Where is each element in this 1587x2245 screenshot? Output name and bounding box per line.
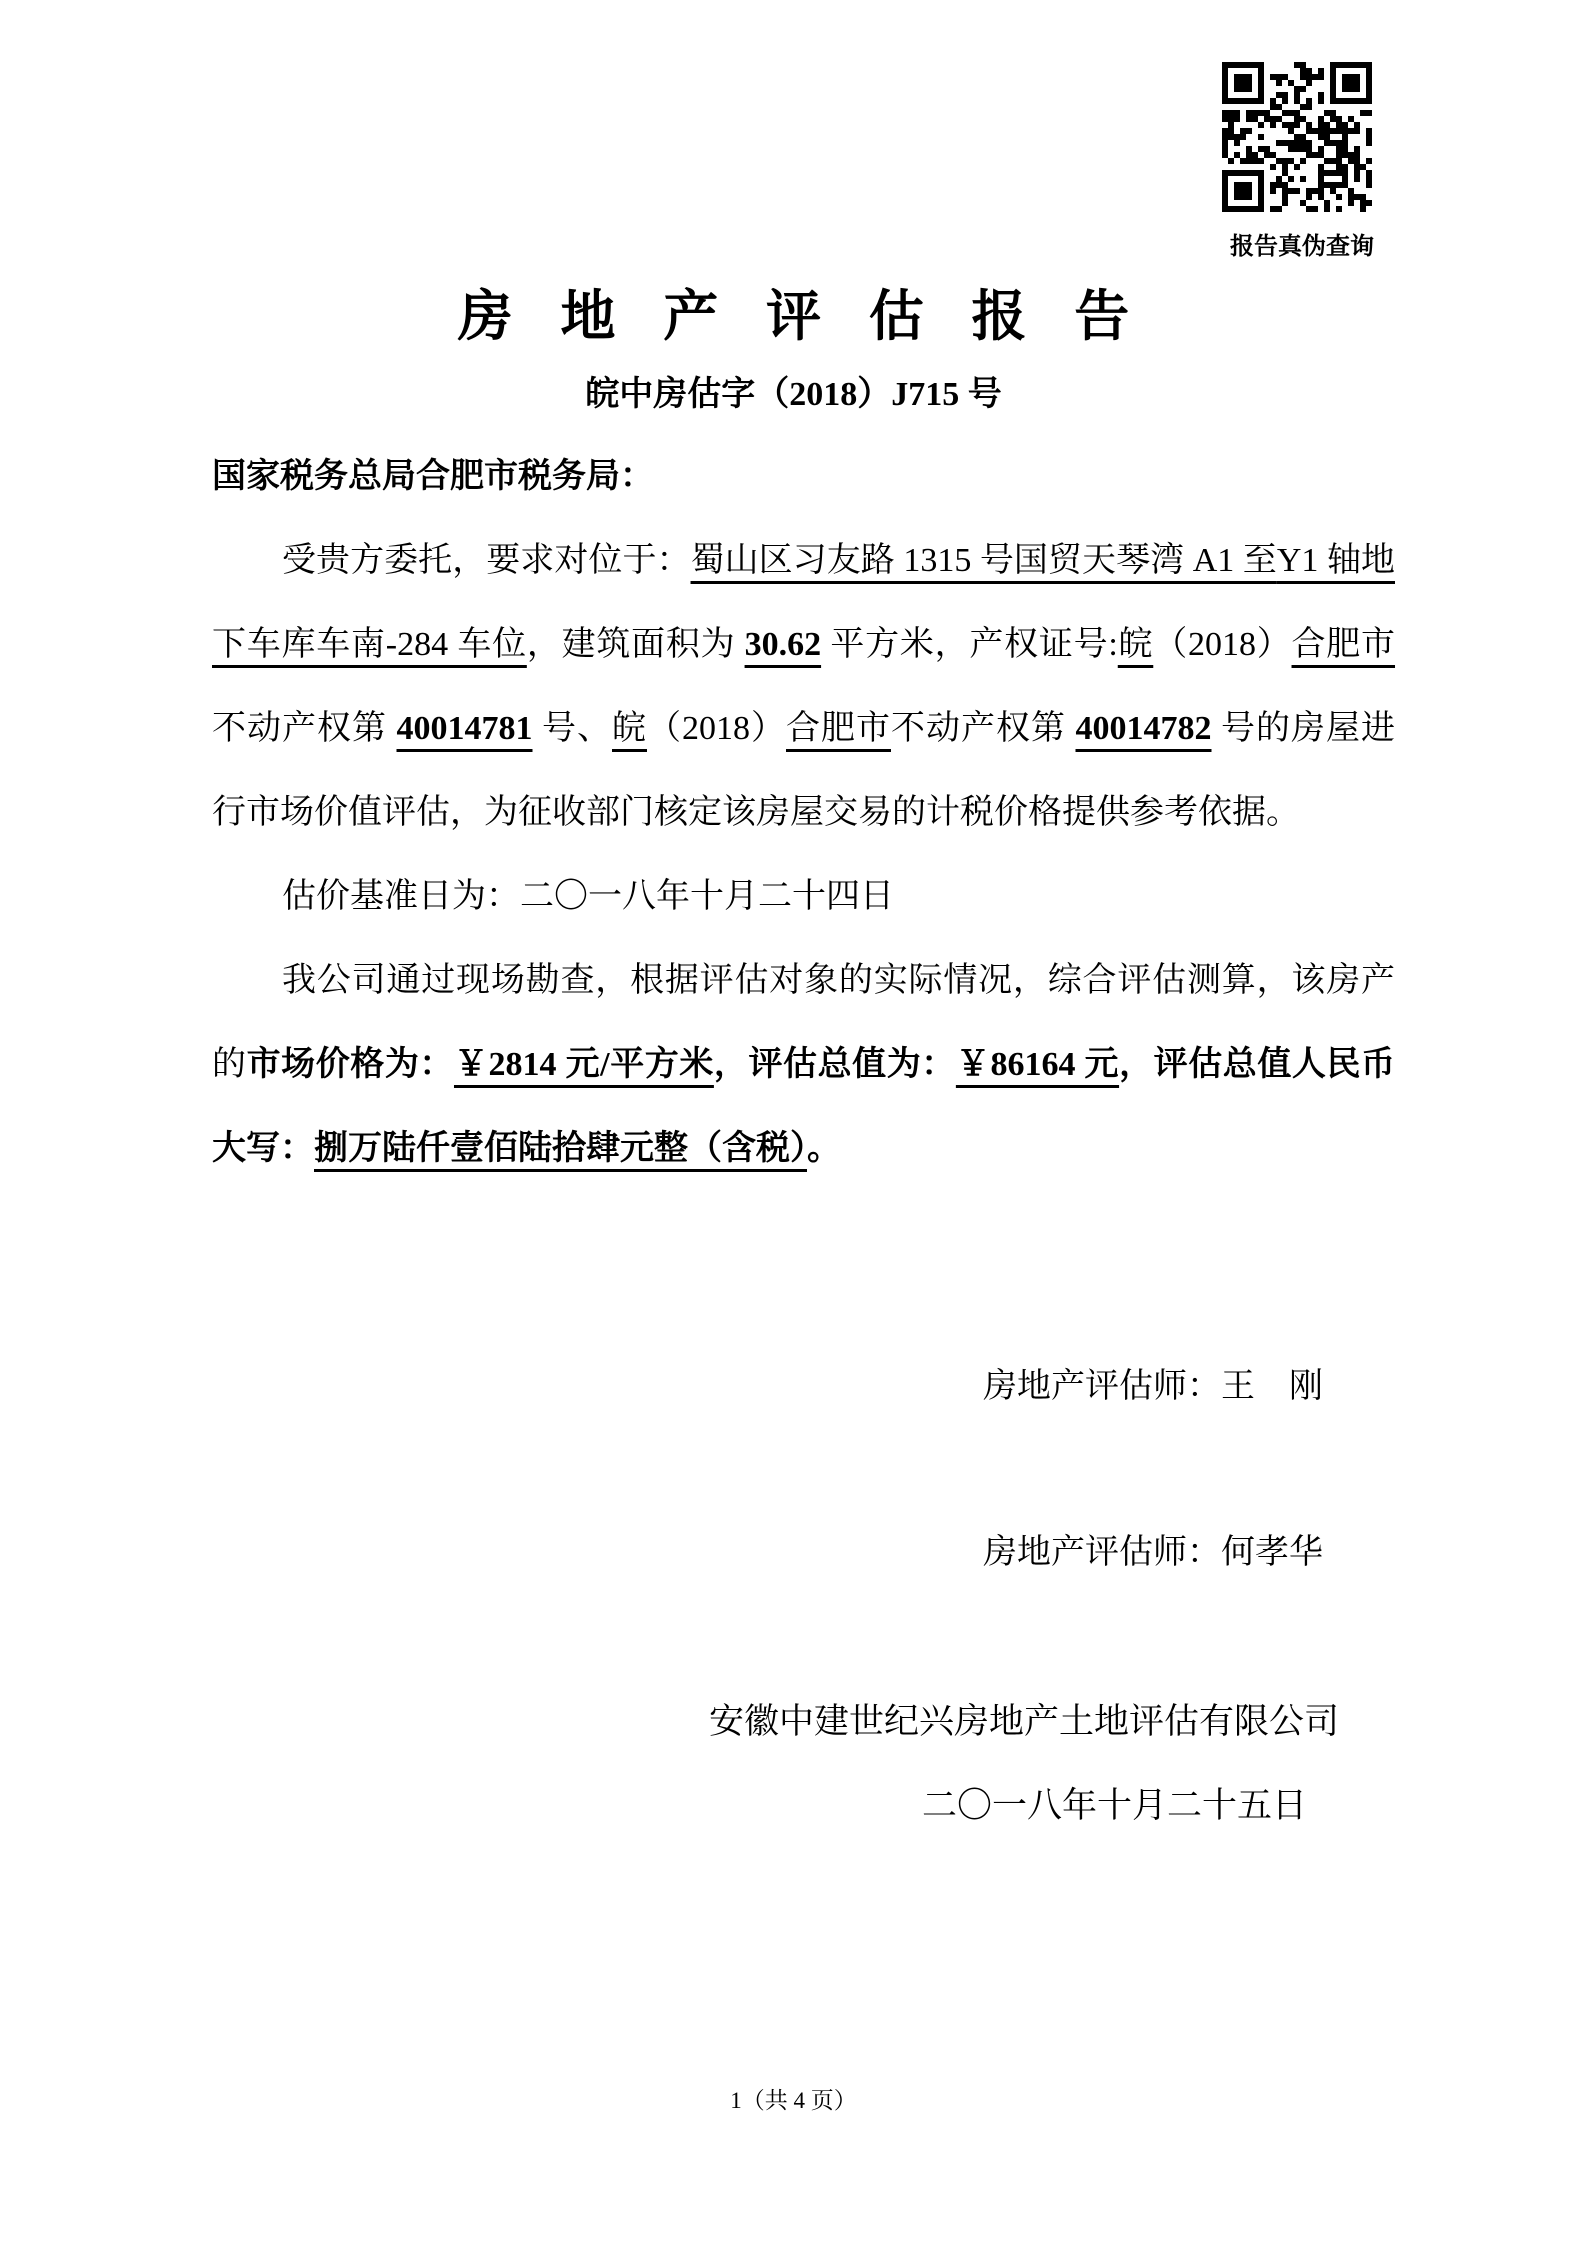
addressee-line: 国家税务总局合肥市税务局： <box>212 458 654 495</box>
filled-in-value: 蜀山区习友路 1315 号国贸天琴湾 A1 至 <box>690 542 1277 579</box>
body-text: ，建筑面积为 <box>526 626 745 663</box>
document-number: 皖中房估字（2018）J715 号 <box>585 376 1002 413</box>
issue-date: 二〇一八年十月二十五日 <box>922 1786 1308 1825</box>
filled-in-value: ￥86164 元 <box>955 1046 1120 1083</box>
body-text: 号的房屋进行市场价值评估，为征收部门核定该房屋交易的计税价格提供参考依据。 <box>212 710 1395 831</box>
paragraph-entrustment <box>212 519 1395 855</box>
body-text: ，评估总值人民币大写： <box>212 1046 1396 1167</box>
filled-in-value: Y1 轴地下车库车南-284 车位 <box>212 542 1395 663</box>
qr-code-icon <box>1222 62 1372 212</box>
issuer-company-name: 安徽中建世纪兴房地产土地评估有限公司 <box>709 1702 1340 1741</box>
report-body <box>212 435 1395 1191</box>
document-title: 房 地 产 评 估 报 告 <box>457 286 1147 347</box>
appraiser-signature-1: 房地产评估师：王 刚 <box>983 1368 1323 1405</box>
paragraph-valuation-result <box>212 939 1395 1191</box>
paragraph-valuation-date <box>212 855 1395 939</box>
filled-in-value: 捌万陆仟壹佰陆拾肆元整（含税） <box>314 1130 807 1167</box>
page-number-footer: 1（共 4 页） <box>730 2088 857 2113</box>
filled-in-value: 30.62 <box>744 626 822 663</box>
body-text: 我公司通过现场勘查，根据评估对象的实际情况，综合评估测算，该房产的 <box>212 962 1395 1083</box>
body-text: 平方米，产权证号: <box>821 626 1118 663</box>
body-text: 受贵方委托，要求对位于： <box>282 542 691 579</box>
body-text: 市场价格为： <box>246 1046 454 1083</box>
body-text: （2018） <box>1153 626 1292 663</box>
body-text: 号、 <box>532 710 612 747</box>
appraiser-signature-2: 房地产评估师：何孝华 <box>983 1534 1323 1571</box>
qr-verification-block <box>1222 62 1382 261</box>
body-text: 。 <box>807 1130 841 1167</box>
body-text: 不动产权第 <box>891 710 1076 747</box>
filled-in-value: 皖 <box>612 710 647 747</box>
qr-label: 报告真伪查询 <box>1230 234 1374 260</box>
filled-in-value: ￥2814 元/平方米 <box>453 1046 714 1083</box>
filled-in-value: 合肥市 <box>786 710 891 747</box>
filled-in-value: 40014781 <box>396 710 533 747</box>
filled-in-value: 皖 <box>1117 626 1154 663</box>
filled-in-value: 40014782 <box>1075 710 1212 747</box>
body-text: ，评估总值为： <box>713 1046 956 1083</box>
filled-in-value: 合肥市 <box>1291 626 1396 663</box>
body-text: 不动产权第 <box>212 710 397 747</box>
body-text: 估价基准日为：二〇一八年十月二十四日 <box>282 878 894 915</box>
body-text: （2018） <box>647 710 786 747</box>
